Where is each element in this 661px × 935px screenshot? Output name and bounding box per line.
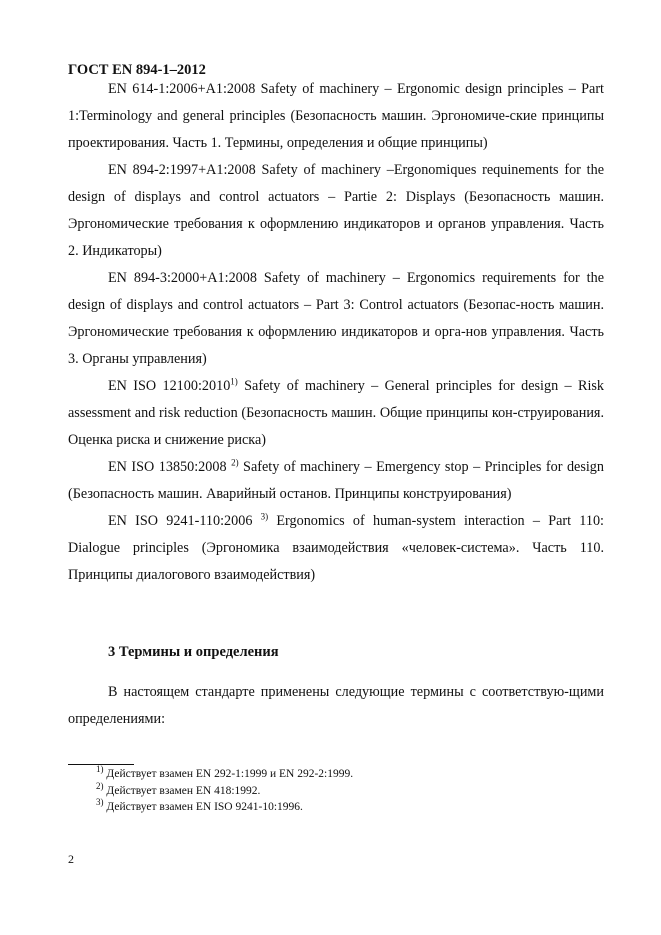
- reference-item: [68, 373, 604, 454]
- normative-references: [68, 76, 604, 589]
- footnote: [96, 799, 353, 816]
- reference-text: EN ISO 13850:2008: [108, 459, 232, 475]
- reference-item: EN 894-2:1997+A1:2008 Safety of machinery –Ergonomiques requinements for the design of displays and control actuators – Partie 2: Displays (Безопасность машин. Эргономические требования к оформлению индикаторов и органов управления. Часть 2. Индикаторы): [68, 162, 604, 259]
- footnote-marker: 3): [260, 511, 269, 522]
- reference-item: [68, 508, 604, 589]
- footnote-text: Действует взамен EN ISO 9241-10:1996.: [103, 801, 303, 813]
- footnote-mark: 2): [96, 780, 104, 791]
- section-title: 3 Термины и определения: [108, 644, 279, 660]
- footnotes: [96, 766, 353, 816]
- section-intro: [68, 679, 604, 733]
- footnote-marker: 1): [230, 376, 238, 387]
- footnote-text: Действует взамен EN 292-1:1999 и EN 292-2:1999.: [103, 768, 354, 780]
- footnote: [96, 766, 353, 783]
- reference-text: Safety of machinery – General principles for design – Risk assessment and risk reduction (Безопасность машин. Общие принципы кон-струирования. Оценка риска и снижение риска): [68, 378, 605, 448]
- footnote-mark: 1): [96, 764, 104, 775]
- page-header: ГОСТ EN 894-1–2012: [68, 62, 206, 78]
- reference-text: EN ISO 12100:2010: [108, 378, 231, 394]
- reference-item: [68, 454, 604, 508]
- page-number: 2: [68, 852, 74, 866]
- reference-item: EN 614-1:2006+A1:2008 Safety of machinery – Ergonomic design principles – Part 1:Terminology and general principles (Безопасность машин. Эргономиче-ские принципы проектирования. Часть 1. Термины, определения и общие принципы): [68, 81, 604, 151]
- footnote-text: Действует взамен EN 418:1992.: [103, 784, 261, 797]
- reference-text: Ergonomics of human-system interaction – Part 110: Dialogue principles (Эргономика взаимодействия «человек-система». Часть 110. Принципы диалогового взаимодействия): [68, 513, 604, 583]
- footnote-marker: 2): [231, 457, 239, 468]
- footnote: [96, 780, 353, 800]
- reference-text: Safety of machinery – Emergency stop – Principles for design (Безопасность машин. Аварийный останов. Принципы конструирования): [68, 459, 604, 502]
- intro-paragraph: В настоящем стандарте применены следующие термины с соответствую-щими определениями:: [68, 684, 604, 727]
- reference-item: EN 894-3:2000+A1:2008 Safety of machinery – Ergonomics requirements for the design of displays and control actuators – Part 3: Control actuators (Безопас-ность машин. Эргономические требования к оформлению индикаторов и орга-нов управления. Часть 3. Органы управления): [68, 270, 604, 367]
- footnote-mark: 3): [96, 797, 104, 808]
- reference-text: EN ISO 9241-110:2006: [108, 513, 261, 529]
